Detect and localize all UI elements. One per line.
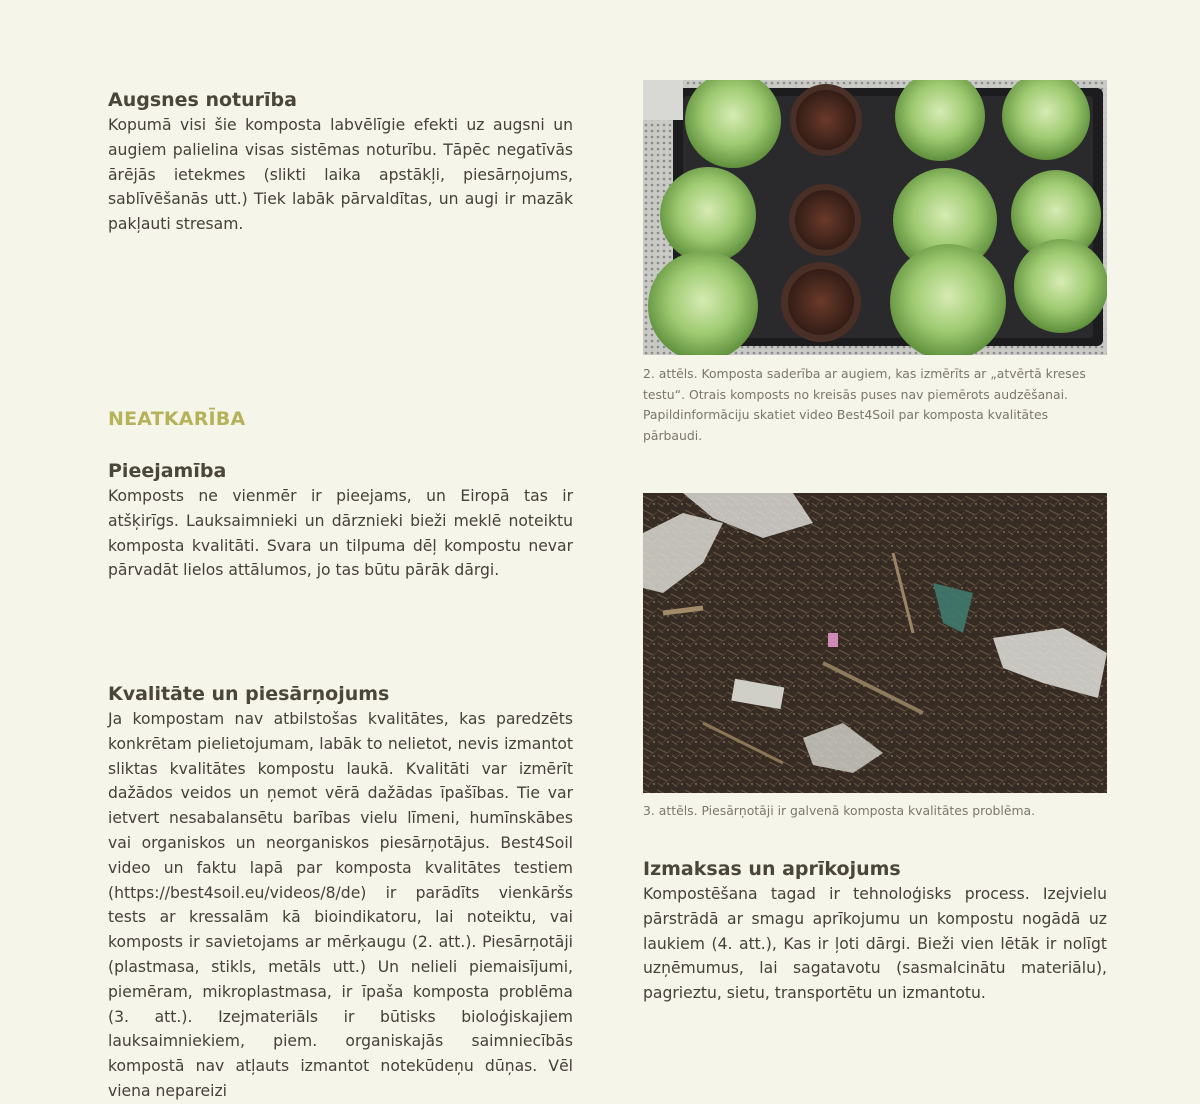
figure-3 [643,493,1107,822]
resilience-heading: Augsnes noturība [108,89,297,111]
quality-heading: Kvalitāte un piesārņojums [108,683,390,705]
availability-heading: Pieejamība [108,460,227,482]
cress-pot [890,244,1006,355]
section-title-independence: NEATKARĪBA [108,408,246,430]
availability-text: Komposts ne vienmēr ir pieejams, un Eiropā tas ir atšķirīgs. Lauksaimnieki un dārznieki bieži meklē noteiktu komposta kvalitāti. Svara un tilpuma dēļ kompostu nevar pārvadāt lielos attālumos, jo tas būtu pārāk dārgi. [108,487,573,580]
costs-heading: Izmaksas un aprīkojums [643,858,901,880]
contaminated-compost-photo [643,493,1107,793]
cress-test-pots-photo [643,80,1107,355]
cress-pot [660,167,756,263]
availability-block [108,459,573,583]
cress-pot [1014,239,1107,333]
compost-pot-bare [788,269,854,335]
resilience-block [108,88,573,237]
costs-text: Kompostēšana tagad ir tehnoloģisks process. Izejvielu pārstrādā ar smagu aprīkojumu un kompostu nogādā uz laukiem (4. att.), Kas ir ļoti dārgi. Bieži vien lētāk ir nolīgt uzņēmumus, lai sagatavotu (sasmalcinātu materiālu), pagrieztu, sietu, transportētu un izmantotu. [643,885,1107,1003]
pink-plastic-fragment [828,633,838,647]
resilience-text: Kopumā visi šie komposta labvēlīgie efekti uz augsni un augiem palielina visas sistēmas noturību. Tāpēc negatīvās ārējās ietekmes (slikti laika apstākļi, piesārņojums, sablīvēšanās utt.) Tiek labāk pārvaldītas, un augi ir mazāk pakļauti stresam. [108,116,573,234]
costs-block [643,857,1107,1006]
compost-pot-bare [796,90,856,150]
quality-block [108,682,573,1104]
figure-2-caption: 2. attēls. Komposta saderība ar augiem, kas izmērīts ar „atvērtā kreses testu“. Otrais komposts no kreisās puses nav piemērots audzēšanai. Papildinformāciju skatiet video Best4Soil par komposta kvalitātes pārbaudi. [643,366,1086,443]
figure-2 [643,80,1107,446]
quality-text: Ja kompostam nav atbilstošas kvalitātes, kas paredzēts konkrētam pielietojumam, labāk to nelietot, nevis izmantot sliktas kvalitātes kompostu laukā. Kvalitāti var izmērīt dažādos veidos un ņemot vērā dažādas īpašības. Tie var ietvert nesabalansētu barības vielu līmeni, humīnskābes vai organiskos un neorganiskos piesārņotājus. Best4Soil video un faktu lapā par komposta kvalitātes testiem (https://best4soil.eu/videos/8/de) ir parādīts vienkāršs tests ar kressalām kā bioindikatoru, lai noteiktu, vai komposts ir savietojams ar mērķaugu (2. att.). Piesārņotāji (plastmasa, stikls, metāls utt.) Un nelieli piemaisījumi, piemēram, mikroplastmasa, ir īpaša komposta problēma (3. att.). Izejmateriāls ir būtisks bioloģiskajiem lauksaimniekiem, piem. organiskajās saimniecībās kompostā nav atļauts izmantot notekūdeņu dūņas. Vēl viena nepareizi [108,710,573,1100]
figure-3-caption: 3. attēls. Piesārņotāji ir galvenā komposta kvalitātes problēma. [643,803,1036,818]
independence-section-title-block [108,408,573,430]
compost-pot-bare [795,190,855,250]
